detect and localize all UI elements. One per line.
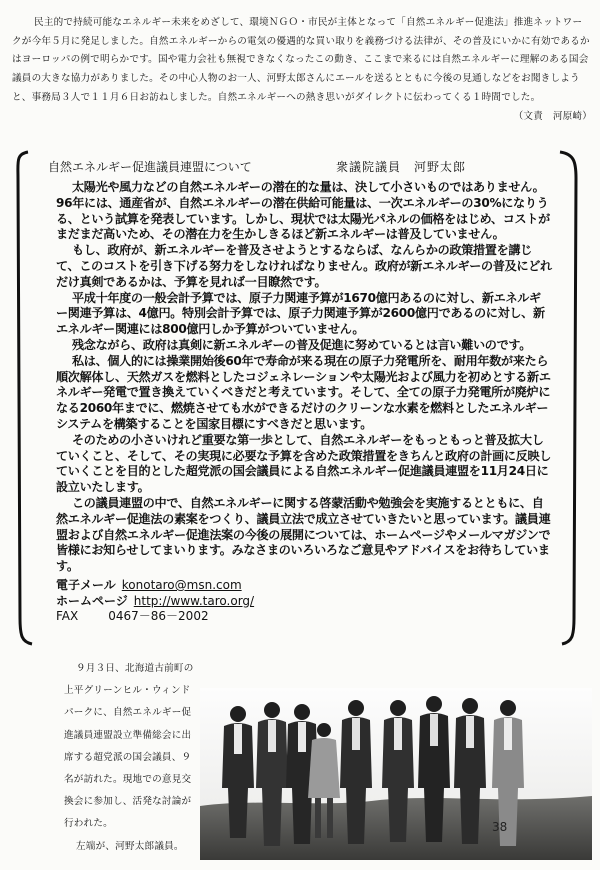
intro-text: 民主的で持続可能なエネルギー未来をめざして、環境ＮＧＯ・市民が主体となって「自然エネルギー促進法」推進ネットワークが今年５月に発足しました。自然エネルギーからの電気の優遇的な買い取りを義務づける法律が、その普及にいかに有効であるかはヨーロッパの例で明らかです。国や電力会社も無視できなくなったこの動き、ここまで来るには自然エネルギーに理解のある国会議員の大きな協力がありました。その中心人物のお一人、河野太郎さんにエールを送るとともに今後の見通しなどをお聞きしようと、事務局３人で１１月６日お訪ねしました。自然エネルギーへの熱き思いがダイレクトに伝わってくる１時間でした。 xyxy=(12,17,590,103)
letter-paragraph: 太陽光や風力などの自然エネルギーの潜在的な量は、決して小さいものではありません。96年には、通産省が、自然エネルギーの潜在供給可能量は、一次エネルギーの30%になりうる、という試算を発表しています。しかし、現状では太陽光パネルの価格をはじめ、コストがまだまだ高いため、その潜在力を生かしきるほど新エネルギーは普及していません。 xyxy=(56,180,550,242)
letter-paragraph: 平成十年度の一般会計予算では、原子力関連予算が1670億円あるのに対し、新エネルギー関連予算は、4億円。特別会計予算では、原子力関連予算が2600億円であるのに対し、新エネルギー関連には800億円しか予算がついていません。 xyxy=(56,290,545,337)
email-label: 電子メール xyxy=(56,578,116,592)
letter-paragraph: そのための小さいけれど重要な第一歩として、自然エネルギーをもっともっと普及拡大していくこと、そして、その実現に必要な予算を含めた政策措置をきちんと政府の計画に反映していくことを目的とした超党派の国会議員による自然エネルギー促進議員連盟を11月24日に設立いたします。 xyxy=(56,432,552,495)
intro-paragraph xyxy=(12,14,592,126)
email-row xyxy=(56,578,356,594)
homepage-link[interactable]: http://www.taro.org/ xyxy=(133,593,255,608)
caption-note: 左端が、河野太郎議員。 xyxy=(76,840,184,852)
caption-text: ９月３日、北海道古前町の上平グリーンヒル・ウィンドパークに、自然エネルギー促進議員連盟設立準備総会に出席する超党派の国会議員、９名が訪れた。現地での意見交換会に参加し、活発な討論が行われた。 xyxy=(64,663,194,830)
left-bracket xyxy=(18,152,32,644)
letter-title: 自然エネルギー促進議員連盟について xyxy=(48,160,252,174)
page-number: 38 xyxy=(492,820,508,834)
letter-body xyxy=(56,180,552,575)
letter-author: 衆議院議員 河野太郎 xyxy=(336,160,467,174)
letter-header xyxy=(34,158,554,178)
email-link[interactable]: konotaro@msn.com xyxy=(121,578,242,592)
homepage-row xyxy=(56,594,356,610)
contact-block xyxy=(56,578,356,625)
fax-label: FAX xyxy=(56,609,79,623)
letter-paragraph: この議員連盟の中で、自然エネルギーに関する啓蒙活動や勉強会を実施するとともに、自然エネルギー促進法の素案をつくり、議員立法で成立させていきたいと思っています。議員連盟および自然エネルギー促進法案の今後の展開については、ホームページやメールマガジンで皆様にお知らせしてまいります。みなさまのいろいろなご意見やアドバイスをお待ちしています。 xyxy=(56,495,551,574)
right-bracket xyxy=(560,152,576,644)
fax-row xyxy=(56,609,356,625)
fax-number: 0467－86－2002 xyxy=(108,609,209,623)
letter-paragraph: 私は、個人的には操業開始後60年で寿命が来る現在の原子力発電所を、耐用年数が来たら順次解体し、天然ガスを燃料としたコジェネレーションや太陽光および風力を初めとする新エネルギー発電で置き換えていくべきだと考えています。そして、全ての原子力発電所が廃炉になる2060年までに、燃焼させても水ができるだけのクリーンな水素を燃料としたエネルギーシステムを構築することを国家目標にすべきだと思います。 xyxy=(56,353,551,431)
group-photo xyxy=(200,688,592,860)
letter-paragraph: 残念ながら、政府は真剣に新エネルギーの普及促進に努めているとは言い難いのです。 xyxy=(72,337,531,352)
letter-paragraph: もし、政府が、新エネルギーを普及させようとするならば、なんらかの政策措置を講じて、このコストを引き下げる努力をしなければなりません。政府が新エネルギーの普及にどれだけ真剣であるかは、予算を見れば一目瞭然です。 xyxy=(56,243,552,289)
intro-credit: （文責 河原崎） xyxy=(513,110,592,122)
homepage-label: ホームページ xyxy=(56,593,128,608)
photo-caption xyxy=(64,658,200,858)
